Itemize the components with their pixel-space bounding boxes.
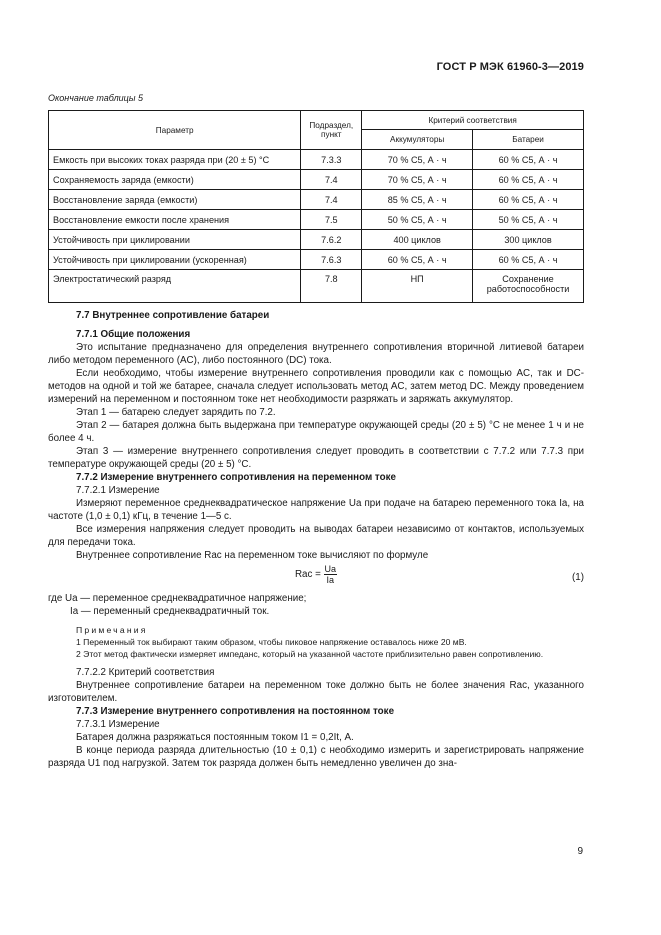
criteria-table [48,110,584,303]
section-heading: 7.7 Внутреннее сопротивление батареи [76,310,270,321]
standard-header: ГОСТ Р МЭК 61960-3—2019 [436,61,584,73]
table-row: Восстановление емкости после хранения 7.5 50 % C5, А · ч 50 % C5, А · ч [49,210,584,230]
col-header-subsection: Подраздел, пункт [301,111,362,150]
col-header-criterion: Критерий соответствия [362,111,584,130]
subsection-heading: 7.7.1 Общие положения [76,329,191,340]
paragraph: Этап 1 — батарею следует зарядить по 7.2. [76,407,276,418]
table-row: Устойчивость при циклировании (ускоренная) 7.6.3 60 % C5, А · ч 60 % C5, А · ч [49,250,584,270]
subsection-heading: 7.7.3 Измерение внутреннего сопротивления на постоянном токе [76,706,395,717]
paragraph: Все измерения напряжения следует проводить на выводах батареи независимо от контактов, используемых для передачи тока. [48,524,584,548]
clause-heading: 7.7.2.1 Измерение [76,485,160,496]
paragraph: Если необходимо, чтобы измерение внутреннего сопротивления проводили как с помощью AC, так и DC-методов на одной и той же батарее, сначала следует использовать метод AC, затем метод DC. Между проведением измерений на переменном и постоянном токе нет необходимости разряжать и заряжать аккумулятор. [48,368,584,405]
subsection-heading: 7.7.2 Измерение внутреннего сопротивления на переменном токе [76,472,396,483]
where-line: Ia — переменный среднеквадратичный ток. [70,606,270,617]
table-row: Электростатический разряд 7.8 НП Сохранение работоспособности [49,270,584,303]
table-caption: Окончание таблицы 5 [48,93,143,103]
notes-title: Примечания [76,625,148,635]
col-header-batteries: Батареи [473,130,584,150]
page-number: 9 [577,846,583,857]
where-line: где Ua — переменное среднеквадратичное напряжение; [48,593,307,604]
col-header-accumulators: Аккумуляторы [362,130,473,150]
notes-block [48,624,584,660]
clause-heading: 7.7.3.1 Измерение [76,719,160,730]
formula-number: (1) [572,572,584,583]
paragraph: Внутреннее сопротивление батареи на переменном токе должно быть не более значения Rac, указанного изготовителем. [48,680,584,704]
table-row: Сохраняемость заряда (емкости) 7.4 70 % C5, А · ч 60 % C5, А · ч [49,170,584,190]
formula-numerator: Ua [324,564,337,574]
formula-lhs: Rac = [294,569,321,581]
paragraph: Это испытание предназначено для определения внутреннего сопротивления вторичной литиевой батареи либо методом переменного (AC), либо постоянного (DC) тока. [48,342,584,366]
note: 2 Этот метод фактически измеряет импеданс, который на указанной частоте приблизительно равен сопротивлению. [76,649,544,659]
formula-denominator: Ia [326,575,335,585]
paragraph: Батарея должна разряжаться постоянным током I1 = 0,2It, А. [76,732,354,743]
paragraph: Этап 3 — измерение внутреннего сопротивления следует проводить в соответствии с 7.7.2 или 7.7.3 при температуре окружающей среды (20 ± 5) °С. [48,446,584,470]
paragraph: Внутреннее сопротивление Rac на переменном токе вычисляют по формуле [76,550,429,561]
paragraph: Этап 2 — батарея должна быть выдержана при температуре окружающей среды (20 ± 5) °С не менее 1 ч и не более 4 ч. [48,420,584,444]
table-row: Емкость при высоких токах разряда при (20 ± 5) °С 7.3.3 70 % C5, А · ч 60 % C5, А · ч [49,150,584,170]
paragraph: Измеряют переменное среднеквадратическое напряжение Ua при подаче на батарею переменного тока Ia, на частоте (1,0 ± 0,1) кГц, в течение 1—5 с. [48,498,584,522]
clause-heading: 7.7.2.2 Критерий соответствия [76,667,215,678]
formula [48,562,584,592]
formula-fraction [324,564,338,585]
table-row: Восстановление заряда (емкости) 7.4 85 % C5, А · ч 60 % C5, А · ч [49,190,584,210]
table-row: Устойчивость при циклировании 7.6.2 400 циклов 300 циклов [49,230,584,250]
body-text [48,309,584,770]
paragraph: В конце периода разряда длительностью (10 ± 0,1) с необходимо измерить и зарегистрировать напряжение разряда U1 под нагрузкой. Затем ток разряда должен быть немедленно увеличен до зна- [48,745,584,769]
col-header-parameter: Параметр [49,111,301,150]
note: 1 Переменный ток выбирают таким образом, чтобы пиковое напряжение оставалось ниже 20 мВ. [76,637,467,647]
